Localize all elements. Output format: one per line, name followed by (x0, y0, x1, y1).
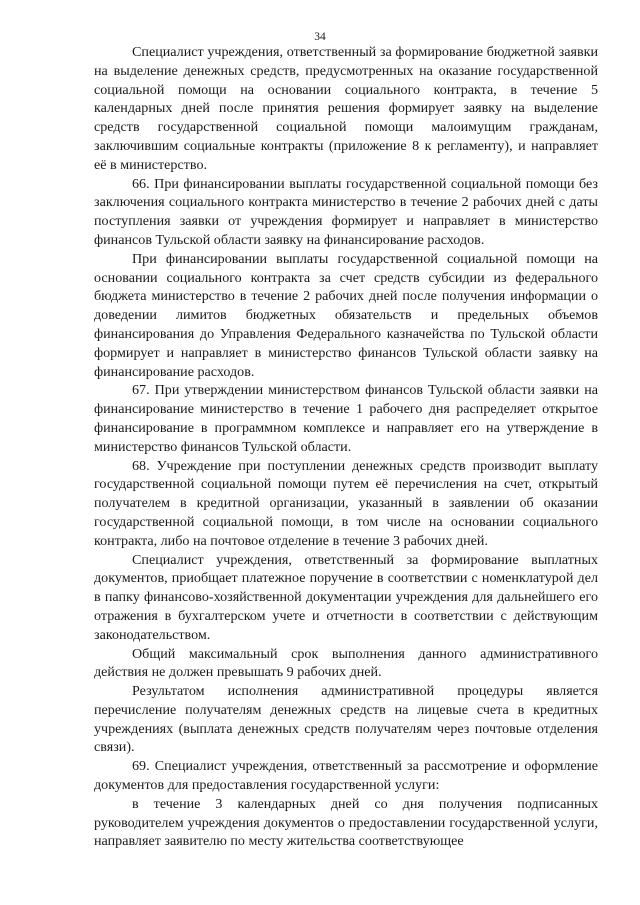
paragraph-federal-subsidy: При финансировании выплаты государственной социальной помощи на основании социального контракта за счет средств субсидии из федерального бюджета министерство в течение 2 рабочих дней после получения информации о доведении лимитов бюджетных обязательств и предельных объемов финансирования до Управления Федерального казначейства по Тульской области формирует и направляет в министерство финансов Тульской области заявку на финансирование расходов. (94, 250, 598, 380)
page-number: 34 (314, 31, 326, 43)
paragraph-budget-request: Специалист учреждения, ответственный за формирование бюджетной заявки на выделение денежных средств, предусмотренных на оказание государственной социальной помощи на основании социального контракта, в течение 5 календарных дней после принятия решения формирует заявку на выделение средств государственной социальной помощи малоимущим гражданам, заключившим социальные контракты (приложение 8 к регламенту), и направляет её в министерство. (94, 44, 598, 173)
paragraph-69: 69. Специалист учреждения, ответственный за рассмотрение и оформление документов для предоставления государственной услуги: (94, 758, 598, 794)
paragraph-66: 66. При финансировании выплаты государственной социальной помощи без заключения социального контракта министерство в течение 2 рабочих дней с даты поступления заявки от учреждения формирует и направляет в министерство финансов Тульской области заявку на финансирование расходов. (94, 175, 598, 248)
paragraph-payment-documents: Специалист учреждения, ответственный за формирование выплатных документов, приобщает платежное поручение в соответствии с номенклатурой дел в папку финансово-хозяйственной документации учреждения для дальнейшего его отражения в бухгалтерском учете и отчетности в соответствии с действующим законодательством. (94, 551, 598, 643)
paragraph-result: Результатом исполнения административной процедуры является перечисление получателям денежных средств на лицевые счета в кредитных учреждениях (выплата денежных средств получателям через почтовые отделения связи). (94, 683, 598, 756)
paragraph-69-item: в течение 3 календарных дней со дня получения подписанных руководителем учреждения документов о предоставлении государственной услуги, направляет заявителю по месту жительства соответствующее (94, 795, 598, 850)
paragraph-67: 67. При утверждении министерством финансов Тульской области заявки на финансирование министерство в течение 1 рабочего дня распределяет открытое финансирование в программном комплексе и направляет его на утверждение в министерство финансов Тульской области. (94, 382, 598, 455)
paragraph-68: 68. Учреждение при поступлении денежных средств производит выплату государственной социальной помощи путем её перечисления на счет, открытый получателем в кредитной организации, указанный в заявлении об оказании государственной социальной помощи, в том числе на основании социального контракта, либо на почтовое отделение в течение 3 рабочих дней. (94, 457, 598, 549)
document-body (94, 43, 598, 851)
paragraph-max-term: Общий максимальный срок выполнения данного административного действия не должен превышать 9 рабочих дней. (94, 645, 598, 681)
